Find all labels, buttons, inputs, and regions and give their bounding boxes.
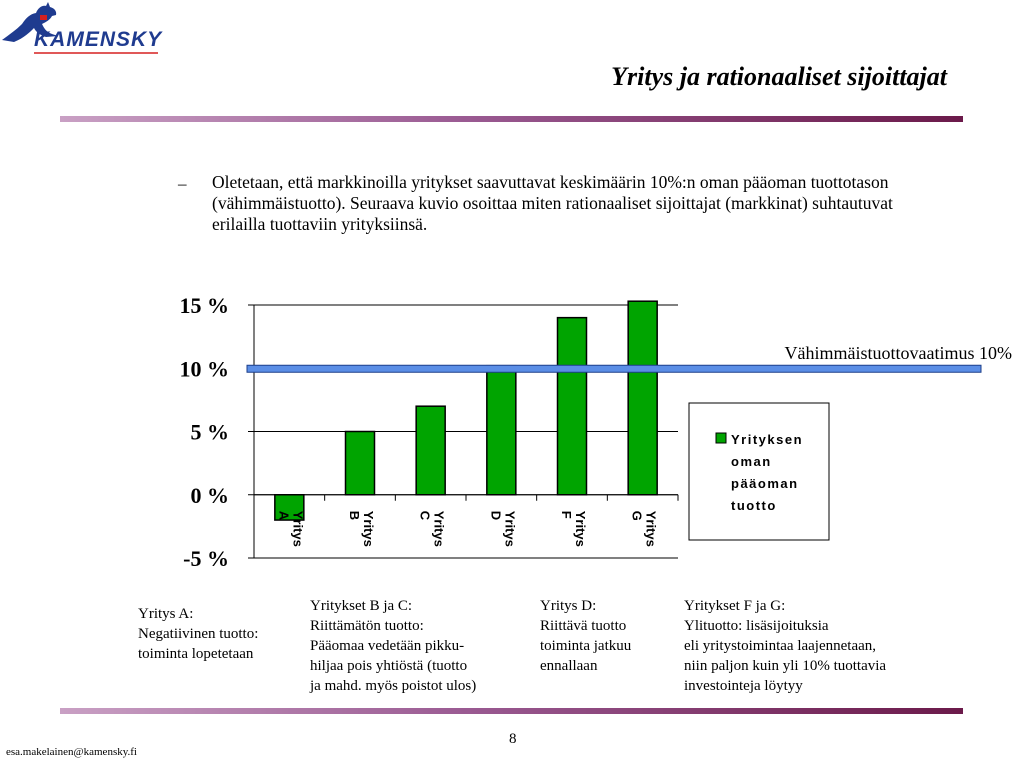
category-label: A [276,510,292,521]
category-label: Yritys [573,510,588,547]
bullet-marker: – [178,174,187,193]
annotation-companies-b-c: Yritykset B ja C: Riittämätön tuotto: Pääomaa vedetään pikku- hiljaa pois yhtiöstä (tuotto ja mahd. myös poistot ulos) [310,598,477,694]
footer-email: esa.makelainen@kamensky.fi [6,746,137,758]
footer-divider [60,708,963,714]
reference-line-label: Vähimmäistuottovaatimus 10% [784,343,1012,363]
legend-swatch [716,433,726,443]
slide-title: Yritys ja rationaaliset sijoittajat [611,62,947,91]
category-label: F [559,510,574,519]
category-label: D [488,510,504,521]
bar [558,318,587,495]
annotation-company-d: Yritys D: Riittävä tuotto toiminta jatkuu ennallaan [540,598,632,674]
bar [487,366,516,495]
legend-label: oman [731,454,772,469]
category-label: Yritys [502,510,518,547]
y-tick-label: 0 % [190,482,229,508]
category-label: Yritys [361,510,376,547]
brand-name: KAMENSKY [34,28,163,51]
legend-label: Yrityksen [731,432,804,447]
category-label: C [417,510,433,521]
legend-box [689,403,829,540]
y-tick-label: -5 % [183,546,229,571]
legend-label: tuotto [731,498,777,513]
page-number: 8 [509,731,517,747]
bullet-text: Oletetaan, että markkinoilla yritykset saavuttavat keskimäärin 10%:n oman pääoman tuottotason (vähimmäistuotto). Seuraava kuvio osoittaa miten rationaaliset sijoittajat (markkinat) suhtautuvat erilailla tuottaviin yrityksiinsä. [212,172,893,234]
annotation-company-a: Yritys A: Negatiivinen tuotto: toiminta lopetetaan [138,606,259,662]
annotation-companies-f-g: Yritykset F ja G: Ylituotto: lisäsijoituksia eli yritystoimintaa laajennetaan, niin paljon kuin yli 10% tuottavia investointeja löytyy [684,598,887,694]
bar [346,432,375,495]
category-label: B [347,510,362,521]
reference-line [247,365,981,372]
y-tick-label: 10 % [179,356,229,382]
bar [416,406,445,495]
bar [628,301,657,495]
category-label: Yritys [643,510,659,547]
category-label: Yritys [431,510,447,547]
category-label: Yritys [290,510,306,547]
y-tick-label: 5 % [190,419,229,445]
legend-label: pääoman [731,476,799,491]
category-label: G [629,510,645,521]
y-tick-label: 15 % [179,293,229,318]
